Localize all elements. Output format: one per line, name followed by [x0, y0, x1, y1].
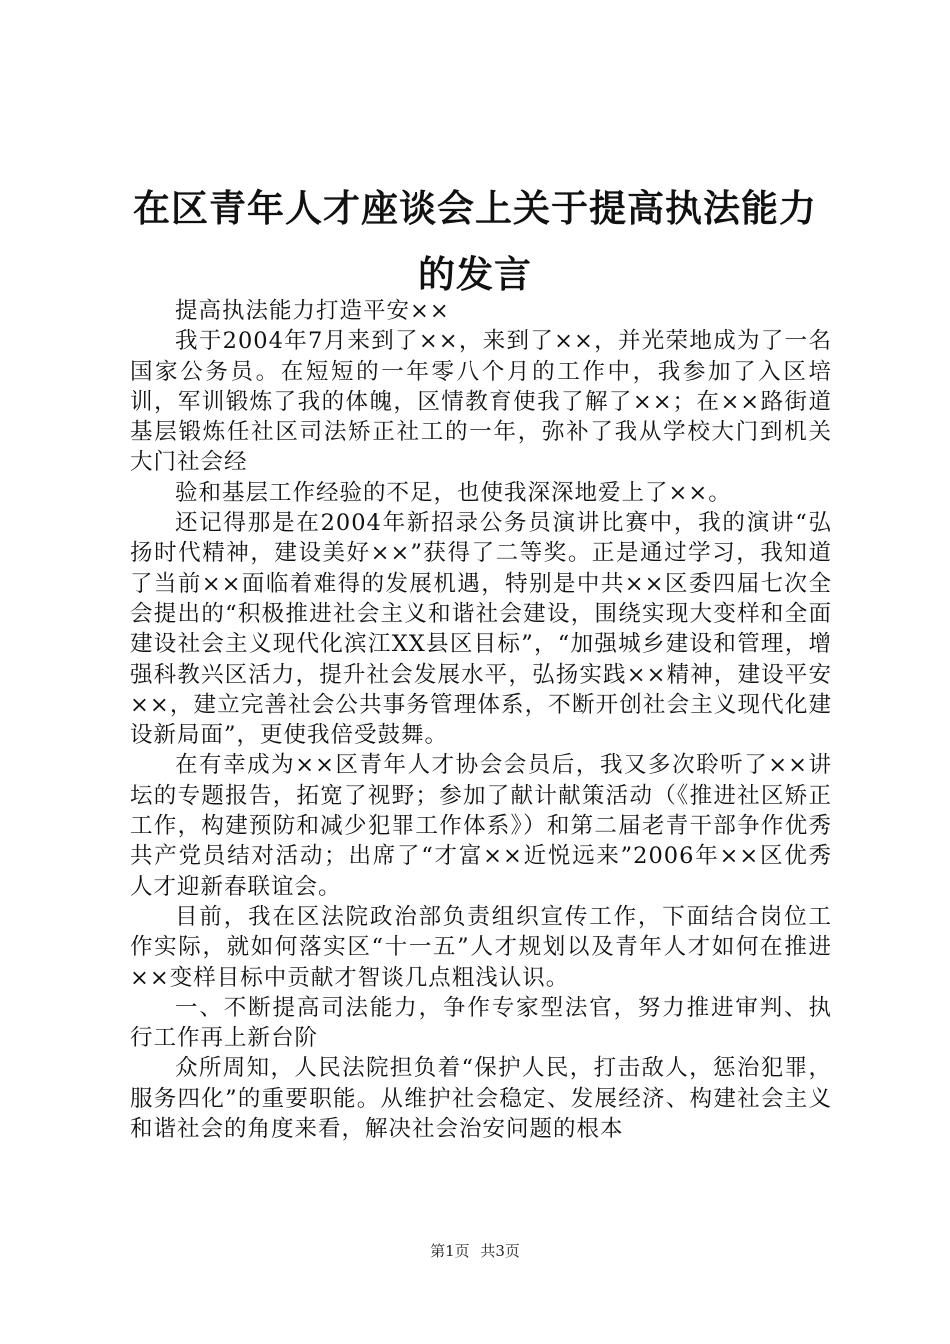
paragraph: 众所周知，人民法院担负着“保护人民，打击敌人，惩治犯罪，服务四化”的重要职能。从维护社会稳定、发展经济、构建社会主义和谐社会的角度来看，解决社会治安问题的根本	[130, 1055, 832, 1143]
paragraph: 目前，我在区法院政治部负责组织宣传工作，下面结合岗位工作实际，就如何落实区“十一五”人才规划以及青年人才如何在推进××变样目标中贡献才智谈几点粗浅认识。	[130, 903, 832, 991]
document-title: 在区青年人才座谈会上关于提高执法能力的发言	[133, 185, 817, 296]
paragraph: 在有幸成为××区青年人才协会会员后，我又多次聆听了××讲坛的专题报告，拓宽了视野；参加了献计献策活动（《推进社区矫正工作，构建预防和减少犯罪工作体系》）和第二届老青干部争作优秀共产党员结对活动；出席了“才富××近悦远来”2006年××区优秀人才迎新春联谊会。	[130, 752, 832, 900]
paragraph: 一、不断提高司法能力，争作专家型法官，努力推进审判、执行工作再上新台阶	[130, 994, 832, 1052]
page-number: 第1页	[430, 1242, 470, 1260]
paragraph: 我于2004年7月来到了××，来到了××，并光荣地成为了一名国家公务员。在短短的一年零八个月的工作中，我参加了入区培训，军训锻炼了我的体魄，区情教育使我了解了××；在××路街道基层锻炼任社区司法矫正社工的一年，弥补了我从学校大门到机关大门社会经	[130, 328, 832, 476]
page-total: 共3页	[480, 1242, 520, 1260]
paragraph: 还记得那是在2004年新招录公务员演讲比赛中，我的演讲“弘扬时代精神，建设美好××”获得了二等奖。正是通过学习，我知道了当前××面临着难得的发展机遇，特别是中共××区委四届七次全会提出的“积极推进社会主义和谐社会建设，围绕实现大变样和全面建设社会主义现代化滨江XX县区目标”，“加强城乡建设和管理，增强科教兴区活力，提升社会发展水平，弘扬实践××精神，建设平安××，建立完善社会公共事务管理体系，不断开创社会主义现代化建设新局面”，更使我倍受鼓舞。	[130, 510, 832, 749]
paragraph: 提高执法能力打造平安××	[175, 298, 450, 324]
document-body	[130, 296, 832, 1144]
page-footer	[0, 1240, 950, 1261]
paragraph: 验和基层工作经验的不足，也使我深深地爱上了××。	[175, 479, 732, 506]
